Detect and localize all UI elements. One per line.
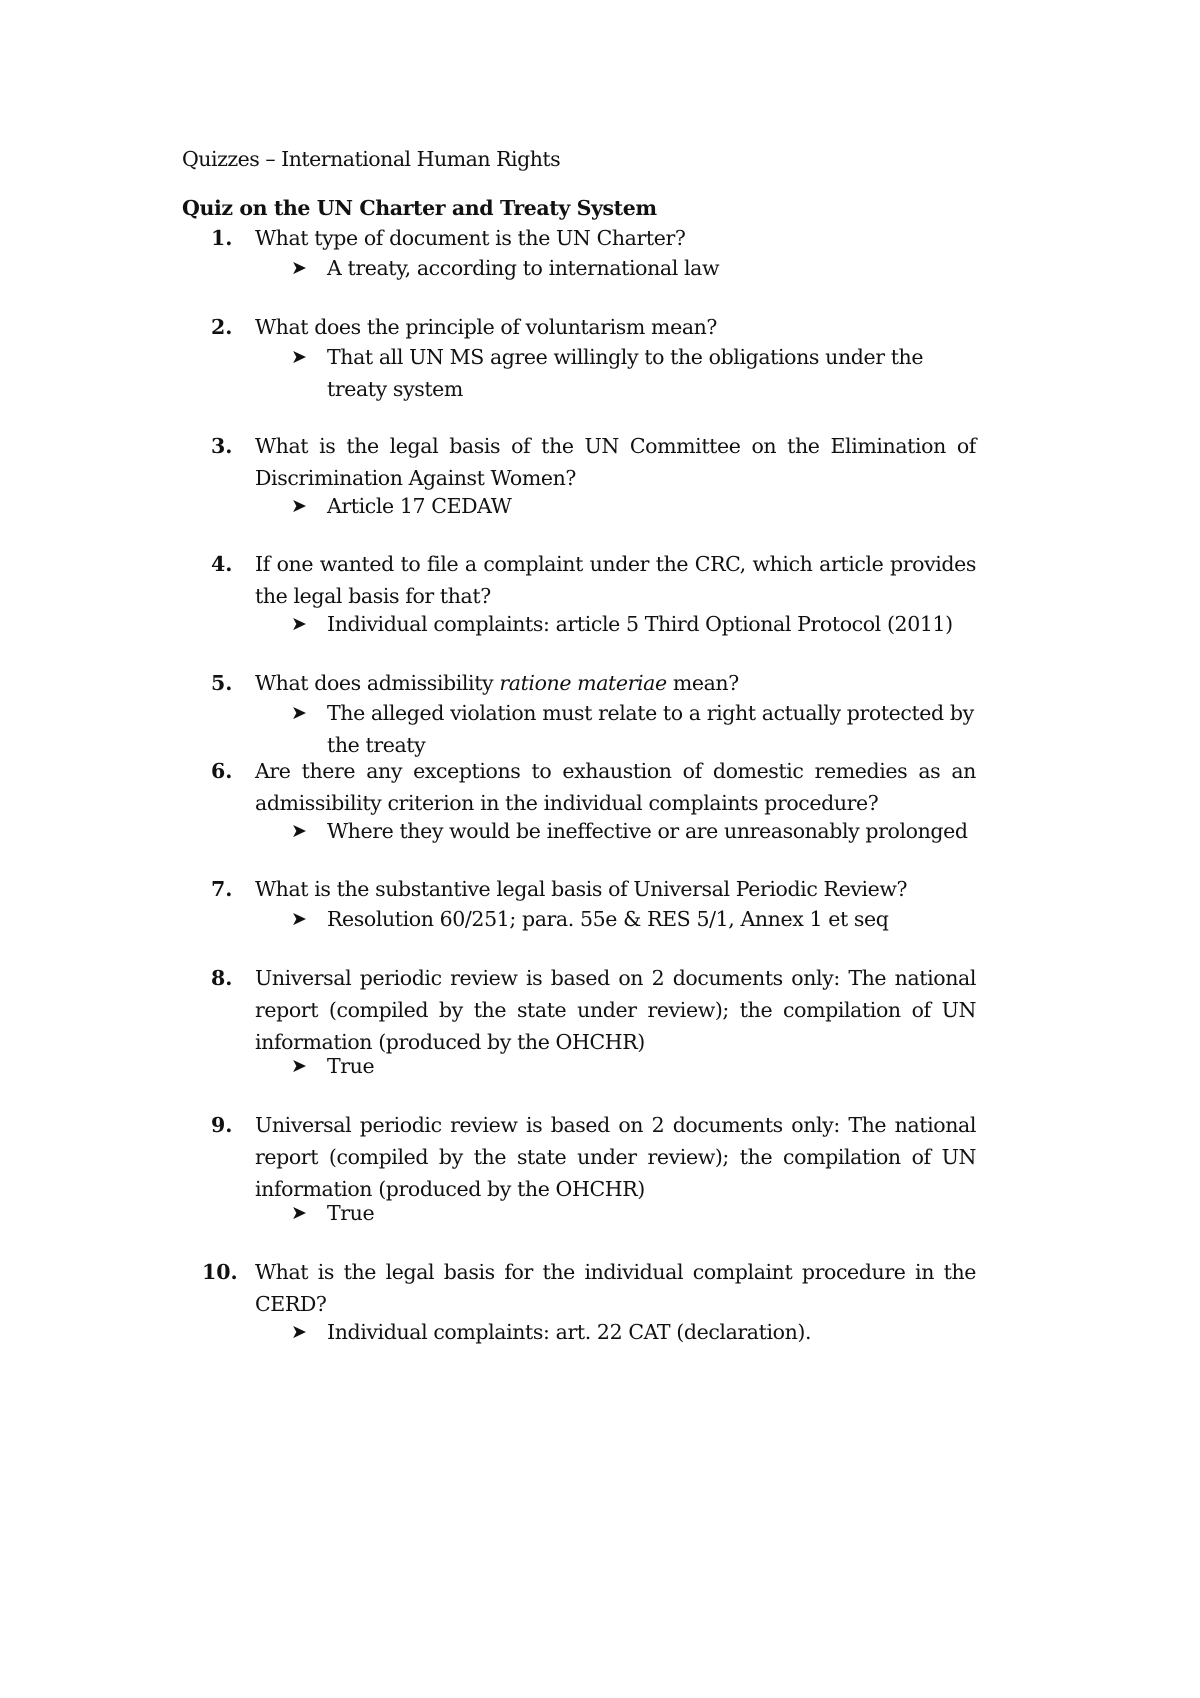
quiz-heading: Quiz on the UN Charter and Treaty System [182,196,657,220]
question-number: 9. [211,1113,233,1137]
question-number: 1. [211,226,233,250]
answer-text: That all UN MS agree willingly to the obligations under the treaty system [327,345,924,401]
answer-text: Individual complaints: art. 22 CAT (declaration). [327,1320,812,1344]
arrowhead-bullet-icon: ➤ [291,495,307,517]
answer-text: Article 17 CEDAW [327,494,512,518]
question-text-start: What does admissibility [255,671,500,695]
arrowhead-bullet-icon: ➤ [291,908,307,930]
question-text: What is the substantive legal basis of Universal Periodic Review? [255,877,908,901]
answer-text: A treaty, according to international law [327,256,720,280]
question-number: 6. [211,759,233,783]
arrowhead-bullet-icon: ➤ [291,820,307,842]
question-number: 4. [211,552,233,576]
answer-text: Resolution 60/251; para. 55e & RES 5/1, Annex 1 et seq [327,907,889,931]
answer-text: Where they would be ineffective or are unreasonably prolonged [327,819,968,843]
question-number: 7. [211,877,233,901]
arrowhead-bullet-icon: ➤ [291,1055,307,1077]
question-number: 10. [202,1260,238,1284]
question-text: If one wanted to file a complaint under the CRC, which article provides the legal basis for that? [255,552,976,608]
question-text: What type of document is the UN Charter? [255,226,686,250]
arrowhead-bullet-icon: ➤ [291,613,307,635]
question-text: What does the principle of voluntarism mean? [255,315,718,339]
question-text: Are there any exceptions to exhaustion of domestic remedies as an admissibility criterion in the individual complaints procedure? [255,759,976,815]
arrowhead-bullet-icon: ➤ [291,1202,307,1224]
arrowhead-bullet-icon: ➤ [291,346,307,368]
question-text [255,667,976,699]
question-number: 8. [211,966,233,990]
question-text: What is the legal basis for the individual complaint procedure in the CERD? [255,1260,976,1316]
question-text-end: mean? [666,671,739,695]
answer-text: True [327,1201,375,1225]
question-text: Universal periodic review is based on 2 documents only: The national report (compiled by the state under review); the compilation of UN information (produced by the OHCHR) [255,1113,976,1201]
document-title: Quizzes – International Human Rights [182,147,561,171]
arrowhead-bullet-icon: ➤ [291,1321,307,1343]
question-number: 2. [211,315,233,339]
answer-text: True [327,1054,375,1078]
arrowhead-bullet-icon: ➤ [291,257,307,279]
question-number: 5. [211,671,233,695]
answer-text: The alleged violation must relate to a right actually protected by the treaty [327,701,974,757]
question-text: What is the legal basis of the UN Committee on the Elimination of Discrimination Against Women? [255,434,976,490]
arrowhead-bullet-icon: ➤ [291,702,307,724]
question-number: 3. [211,434,233,458]
answer-text: Individual complaints: article 5 Third Optional Protocol (2011) [327,612,953,636]
question-text: Universal periodic review is based on 2 documents only: The national report (compiled by the state under review); the compilation of UN information (produced by the OHCHR) [255,966,976,1054]
question-text-italic-term: ratione materiae [499,671,667,695]
